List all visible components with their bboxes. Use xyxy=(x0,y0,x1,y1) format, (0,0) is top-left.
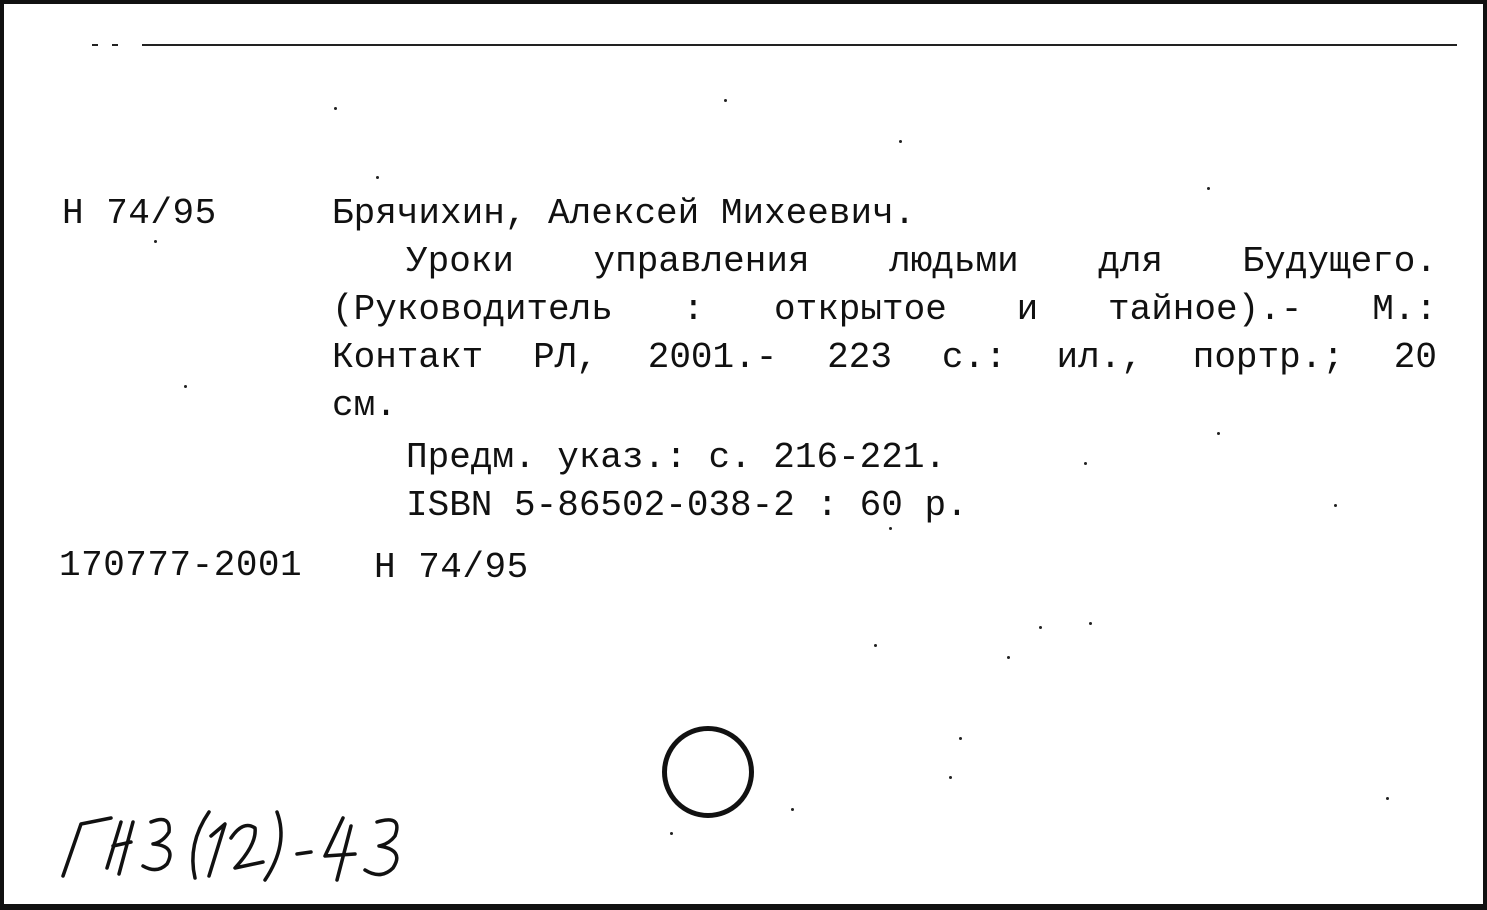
speck xyxy=(1217,432,1220,435)
speck xyxy=(184,385,187,388)
stamp-circle xyxy=(662,726,754,818)
call-number: Н 74/95 xyxy=(62,193,217,234)
speck xyxy=(1039,626,1042,629)
speck xyxy=(376,176,379,179)
isbn-price: ISBN 5-86502-038-2 : 60 р. xyxy=(406,485,968,526)
accession-number: 170777-2001 xyxy=(59,545,303,586)
speck xyxy=(1207,187,1210,190)
speck xyxy=(724,99,727,102)
accession-call-number: Н 74/95 xyxy=(374,547,529,588)
speck xyxy=(1084,462,1087,465)
top-rule xyxy=(142,44,1457,46)
title-line-3: Контакт РЛ, 2001.- 223 с.: ил., портр.; 20 xyxy=(332,337,1437,378)
speck xyxy=(154,240,157,243)
handwritten-shelf-code xyxy=(59,804,459,889)
speck xyxy=(791,808,794,811)
speck xyxy=(1089,622,1092,625)
top-rule-dash xyxy=(92,44,98,46)
author-heading: Брячихин, Алексей Михеевич. xyxy=(332,193,916,234)
title-line-2: (Руководитель : открытое и тайное).- М.: xyxy=(332,289,1437,330)
speck xyxy=(1334,504,1337,507)
speck xyxy=(959,737,962,740)
index-note: Предм. указ.: с. 216-221. xyxy=(406,437,947,478)
top-rule-dash xyxy=(112,44,118,46)
title-line-4: см. xyxy=(332,385,397,426)
speck xyxy=(889,527,892,530)
speck xyxy=(1386,797,1389,800)
speck xyxy=(899,140,902,143)
title-line-1: Уроки управления людьми для Будущего. xyxy=(406,241,1437,282)
speck xyxy=(670,832,673,835)
speck xyxy=(949,776,952,779)
handwritten-code-drawing xyxy=(59,804,459,884)
bibliographic-record xyxy=(332,190,1437,530)
speck xyxy=(874,644,877,647)
speck xyxy=(1007,656,1010,659)
speck xyxy=(334,107,337,110)
